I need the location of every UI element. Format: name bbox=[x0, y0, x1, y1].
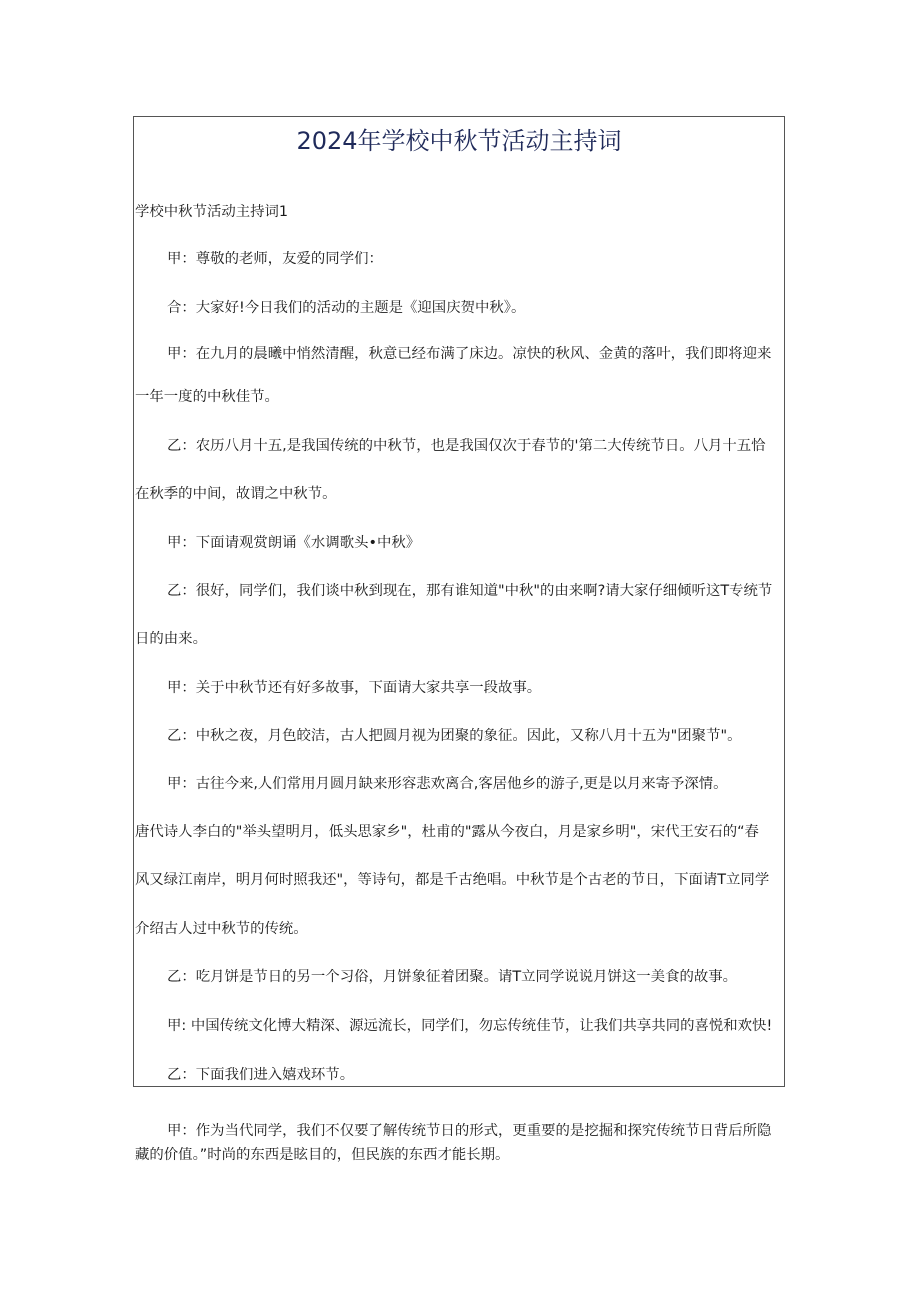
paragraph-line: 乙：下面我们进入嬉戏环节。 bbox=[167, 1067, 355, 1083]
section-heading: 学校中秋节活动主持词1 bbox=[135, 204, 289, 220]
paragraph-line: 日的由来。 bbox=[135, 631, 207, 647]
paragraph-line: 乙：吃月饼是节日的另一个习俗，月饼象征着团聚。请T立同学说说月饼这一美食的故事。 bbox=[167, 969, 738, 985]
page-title: 2024年学校中秋节活动主持词 bbox=[296, 127, 622, 155]
paragraph-line: 风又绿江南岸，明月何时照我还"，等诗句，都是千古绝唱。中秋节是个古老的节日，下面请T立同学 bbox=[135, 872, 770, 888]
paragraph-line: 藏的价值。”时尚的东西是眩目的，但民族的东西才能长期。 bbox=[135, 1147, 510, 1163]
paragraph-line: 甲：作为当代同学，我们不仅要了解传统节日的形式，更重要的是挖掘和探究传统节日背后所隐 bbox=[167, 1123, 772, 1139]
paragraph-line: 介绍古人过中秋节的传统。 bbox=[135, 921, 308, 937]
paragraph-line: 甲：在九月的晨曦中悄然清醒，秋意已经布满了床边。凉快的秋风、金黄的落叶，我们即将迎来 bbox=[167, 346, 772, 362]
paragraph-line: 在秋季的中间，故谓之中秋节。 bbox=[135, 486, 337, 502]
paragraph-line: 甲：下面请观赏朗诵《水调歌头•中秋》 bbox=[167, 535, 421, 551]
paragraph-line: 甲：关于中秋节还有好多故事，下面请大家共享一段故事。 bbox=[167, 680, 542, 696]
paragraph-line: 一年一度的中秋佳节。 bbox=[135, 389, 279, 405]
paragraph-line: 甲：古往今来,人们常用月圆月缺来形容悲欢离合,客居他乡的游子,更是以月来寄予深情。 bbox=[167, 776, 728, 792]
paragraph-line: 乙：很好，同学们，我们谈中秋到现在，那有谁知道"中秋"的由来啊?请大家仔细倾听这T专统节 bbox=[167, 583, 773, 599]
paragraph-line: 唐代诗人李白的"举头望明月，低头思家乡"，杜甫的"露从今夜白，月是家乡明"，宋代王安石的“春 bbox=[135, 824, 759, 840]
paragraph-line: 乙：农历八月十五,是我国传统的中秋节，也是我国仅次于春节的'第二大传统节日。八月十五恰 bbox=[167, 438, 766, 454]
paragraph-line: 甲：尊敬的老师，友爱的同学们： bbox=[167, 251, 383, 267]
paragraph-line: 甲: 中国传统文化博大精深、源远流长，同学们，勿忘传统佳节，让我们共享共同的喜悦和欢快! bbox=[167, 1018, 773, 1034]
paragraph-line: 合：大家好!今日我们的活动的主题是《迎国庆贺中秋》。 bbox=[167, 300, 526, 316]
paragraph-line: 乙：中秋之夜，月色皎洁，古人把圆月视为团聚的象征。因此，又称八月十五为"团聚节"。 bbox=[167, 728, 742, 744]
